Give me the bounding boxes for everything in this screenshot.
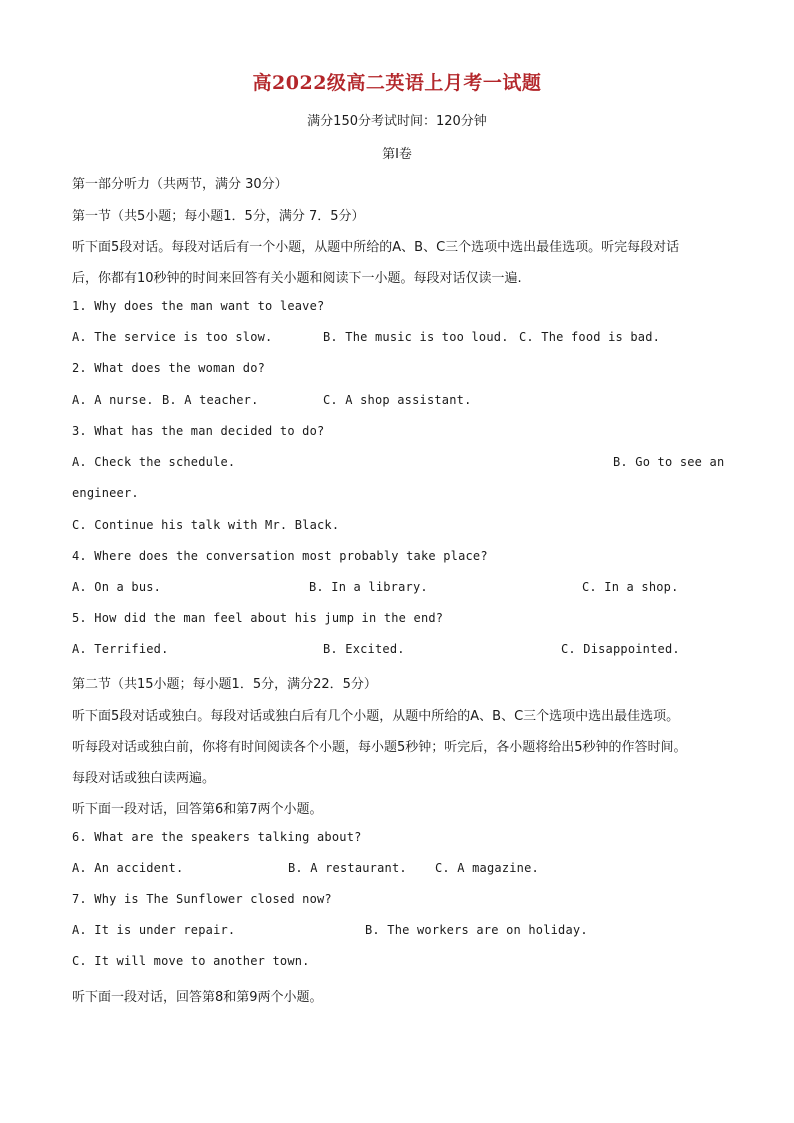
question-stem: 4. Where does the conversation most probably take place? <box>72 549 488 563</box>
section1-heading: 第一节（共5小题；每小题1．5分，满分 7．5分） <box>72 209 365 224</box>
section2-instructions-line3: 每段对话或独白读两遍。 <box>72 771 216 786</box>
part1-heading: 第一部分听力（共两节，满分 30分） <box>72 177 288 192</box>
option-c: C. In a shop. <box>582 580 679 594</box>
option-b: B. In a library. <box>309 580 428 594</box>
section2-instructions-line2: 听每段对话或独白前，你将有时间阅读各个小题，每小题5秒钟；听完后，各小题将给出5秒钟的作答时间。 <box>72 740 687 755</box>
option-c: C. A magazine. <box>435 861 539 875</box>
exam-title: 高2022级高二英语上月考一试题 <box>252 72 542 94</box>
section2-heading: 第二节（共15小题；每小题1．5分，满分22．5分） <box>72 677 377 692</box>
dialogue-group-instruction: 听下面一段对话，回答第6和第7两个小题。 <box>72 802 323 817</box>
option-b: B. The music is too loud. <box>323 330 509 344</box>
option-a: A. Check the schedule. <box>72 455 236 469</box>
option-c: C. The food is bad. <box>519 330 661 344</box>
option-b: B. A restaurant. <box>288 861 407 875</box>
option-c: C. Disappointed. <box>561 642 680 656</box>
option-b: B. Excited. <box>323 642 405 656</box>
question-stem: 6. What are the speakers talking about? <box>72 830 362 844</box>
question-stem: 7. Why is The Sunflower closed now? <box>72 892 332 906</box>
option-a: A. An accident. <box>72 861 184 875</box>
option-c: C. Continue his talk with Mr. Black. <box>72 518 340 532</box>
option-a: A. Terrified. <box>72 642 169 656</box>
question-stem: 2. What does the woman do? <box>72 361 266 375</box>
question-stem: 5. How did the man feel about his jump in the end? <box>72 611 444 625</box>
option-c: C. It will move to another town. <box>72 954 310 968</box>
option-a: A. On a bus. <box>72 580 162 594</box>
volume-label: 第I卷 <box>382 147 412 162</box>
exam-subtitle: 满分150分考试时间：120分钟 <box>307 114 487 129</box>
section1-instructions-line1: 听下面5段对话。每段对话后有一个小题，从题中所给的A、B、C三个选项中选出最佳选项。听完每段对话 <box>72 240 680 255</box>
dialogue-group-instruction: 听下面一段对话，回答第8和第9两个小题。 <box>72 990 323 1005</box>
question-stem: 1. Why does the man want to leave? <box>72 299 325 313</box>
option-a: A. It is under repair. <box>72 923 236 937</box>
question-stem: 3. What has the man decided to do? <box>72 424 325 438</box>
section1-instructions-line2: 后，你都有10秒钟的时间来回答有关小题和阅读下一小题。每段对话仅读一遍. <box>72 271 522 286</box>
option-b-continued: engineer. <box>72 486 139 500</box>
option-a: A. The service is too slow. <box>72 330 273 344</box>
option-a: A. A nurse. <box>72 393 154 407</box>
option-c: C. A shop assistant. <box>323 393 472 407</box>
option-b: B. A teacher. <box>162 393 259 407</box>
section2-instructions-line1: 听下面5段对话或独白。每段对话或独白后有几个小题，从题中所给的A、B、C三个选项中选出最佳选项。 <box>72 709 680 724</box>
option-b: B. The workers are on holiday. <box>365 923 588 937</box>
option-b: B. Go to see an <box>613 455 725 469</box>
